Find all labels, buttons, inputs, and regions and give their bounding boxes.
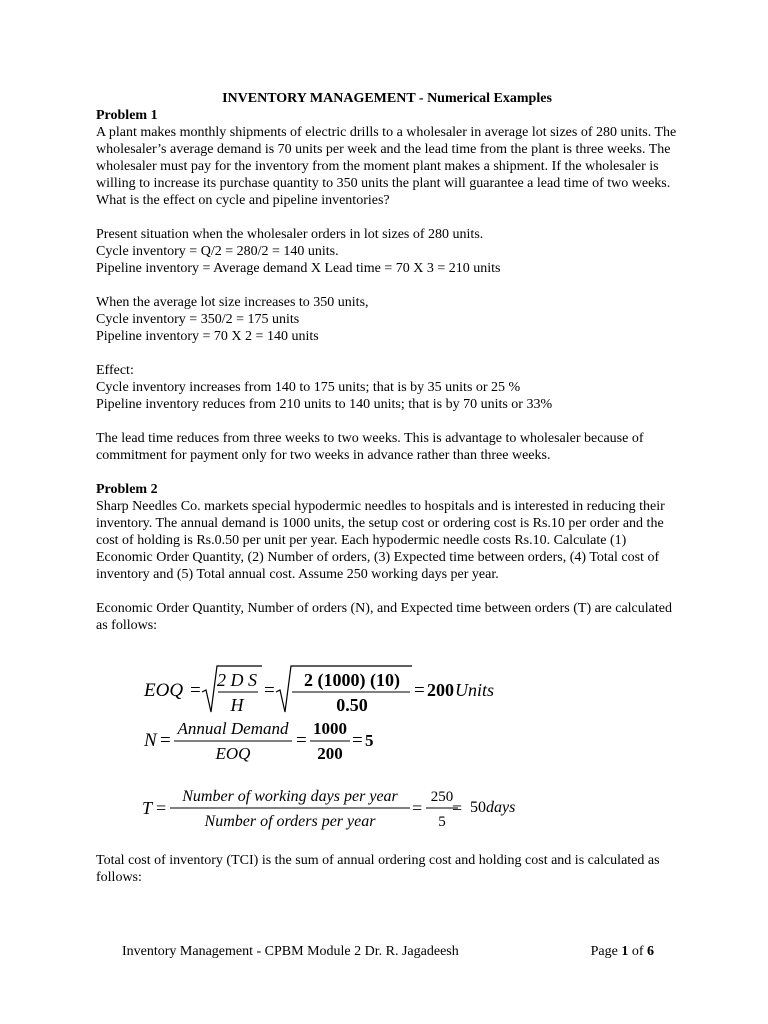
document-title: INVENTORY MANAGEMENT - Numerical Examples	[222, 91, 552, 106]
svg-text:=: =	[412, 798, 423, 818]
eoq-denominator-formula: H	[230, 695, 244, 715]
t-denominator-label: Number of orders per year	[204, 813, 376, 830]
present-pipeline-inventory: Pipeline inventory = Average demand X Lead time = 70 X 3 = 210 units	[96, 261, 501, 276]
new-lot-size-intro: When the average lot size increases to 350 units,	[96, 295, 369, 310]
t-result: 50	[470, 799, 486, 816]
eoq-unit: Units	[455, 680, 495, 700]
eoq-formula	[140, 660, 495, 720]
t-unit: days	[486, 799, 516, 816]
present-situation-intro: Present situation when the wholesaler orders in lot sizes of 280 units.	[96, 227, 484, 242]
footer-total-pages: 6	[647, 944, 654, 959]
effect-cycle: Cycle inventory increases from 140 to 175 units; that is by 35 units or 25 %	[96, 380, 521, 395]
svg-text:=: =	[156, 798, 167, 818]
present-cycle-inventory: Cycle inventory = Q/2 = 280/2 = 140 units.	[96, 244, 339, 259]
t-numerator-label: Number of working days per year	[182, 788, 398, 805]
n-denominator-label: EOQ	[215, 744, 251, 763]
svg-text:=: =	[414, 680, 425, 701]
eoq-numerator-values: 2 (1000) (10)	[304, 670, 400, 690]
tci-intro: Total cost of inventory (TCI) is the sum of annual ordering cost and holding cost and is calculated as follows:	[96, 853, 660, 885]
problem-2-statement: Sharp Needles Co. markets special hypodermic needles to hospitals and is interested in reducing their inventory. The annual demand is 1000 units, the setup cost or ordering cost is Rs.10 per order and the cost of holding is Rs.0.50 per unit per year. Each hypodermic needle costs Rs.10. Calculate (1) Economic Order Quantity, (2) Number of orders, (3) Expected time between orders, (4) Total cost of inventory and (5) Total annual cost. Assume 250 working days per year.	[96, 499, 665, 582]
number-of-orders-formula	[140, 716, 400, 766]
problem-1-statement: A plant makes monthly shipments of electric drills to a wholesaler in average lot sizes of 280 units. The wholesaler’s average demand is 70 units per week and the lead time from the plant is three weeks. The wholesaler must pay for the inventory from the moment plant makes a shipment. If the wholesaler is willing to increase its purchase quantity to 350 units the plant will guarantee a lead time of two weeks. What is the effect on cycle and pipeline inventories?	[96, 125, 677, 208]
footer-page-prefix: Page	[590, 944, 622, 959]
new-pipeline-inventory: Pipeline inventory = 70 X 2 = 140 units	[96, 329, 319, 344]
n-result: 5	[365, 731, 374, 750]
svg-text:=: =	[352, 730, 363, 751]
n-numerator-value: 1000	[313, 719, 347, 738]
eoq-result: 200	[427, 680, 454, 700]
t-denominator-value: 5	[438, 814, 446, 830]
eoq-lhs: EOQ	[144, 680, 184, 701]
svg-text:=: =	[296, 730, 307, 751]
effect-pipeline: Pipeline inventory reduces from 210 units to 140 units; that is by 70 units or 33%	[96, 397, 553, 412]
effect-label: Effect:	[96, 363, 134, 378]
footer-course-info: Inventory Management - CPBM Module 2 Dr. R. Jagadeesh	[122, 944, 459, 959]
time-between-orders-formula	[140, 784, 540, 834]
n-numerator-label: Annual Demand	[177, 719, 289, 738]
lead-time-note: The lead time reduces from three weeks to two weeks. This is advantage to wholesaler because of commitment for payment only for two weeks in advance rather than three weeks.	[96, 431, 644, 463]
footer-current-page: 1	[621, 944, 629, 959]
svg-text:=: =	[190, 680, 201, 701]
eoq-denominator-values: 0.50	[336, 695, 368, 715]
t-numerator-value: 250	[430, 789, 454, 805]
eoq-numerator-formula: 2 D S	[217, 670, 257, 690]
footer-page-of: of	[628, 944, 647, 959]
calculation-intro: Economic Order Quantity, Number of orders (N), and Expected time between orders (T) are calculated as follows:	[96, 601, 672, 633]
svg-text:=: =	[264, 680, 275, 701]
svg-text:=: =	[452, 798, 463, 818]
t-lhs: T	[142, 798, 153, 818]
n-lhs: N	[144, 730, 157, 751]
footer-page-number	[591, 943, 654, 960]
problem-2-heading: Problem 2	[96, 482, 158, 497]
new-cycle-inventory: Cycle inventory = 350/2 = 175 units	[96, 312, 300, 327]
svg-text:=: =	[160, 730, 171, 751]
document-page	[96, 90, 678, 634]
n-denominator-value: 200	[317, 744, 343, 763]
problem-1-heading: Problem 1	[96, 108, 158, 123]
